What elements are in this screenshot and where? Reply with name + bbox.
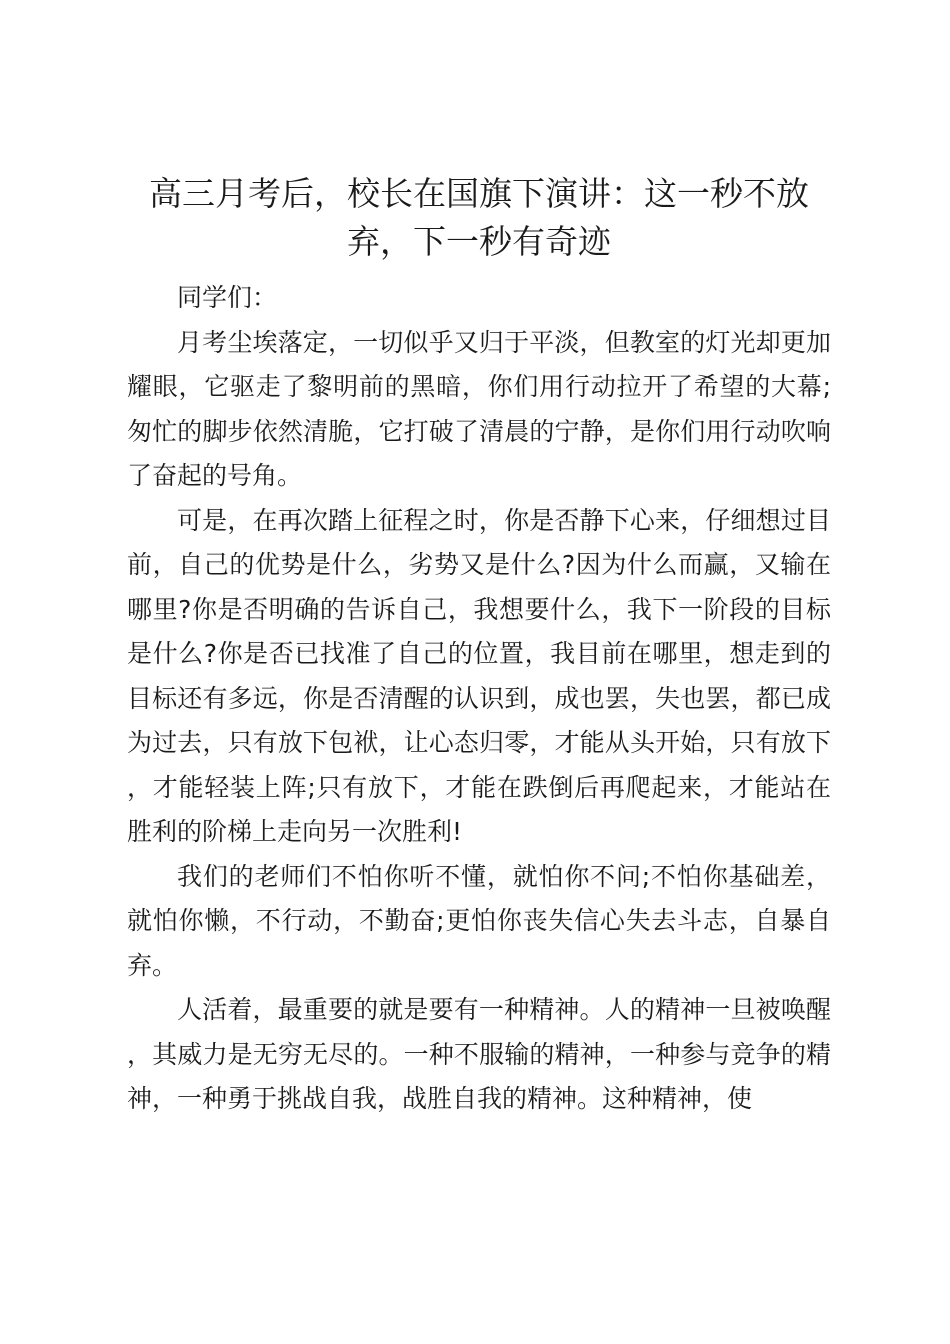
paragraph-1: 月考尘埃落定，一切似乎又归于平淡，但教室的灯光却更加耀眼，它驱走了黎明前的黑暗，你们用行动拉开了希望的大幕;匆忙的脚步依然清脆，它打破了清晨的宁静，是你们用行动吹响了奋起的号角。 bbox=[127, 327, 831, 490]
document-body bbox=[127, 170, 831, 1122]
paragraph-4: 人活着，最重要的就是要有一种精神。人的精神一旦被唤醒，其威力是无穷无尽的。一种不服输的精神，一种参与竞争的精神，一种勇于挑战自我，战胜自我的精神。这种精神，使 bbox=[127, 995, 831, 1113]
paragraph-2: 可是，在再次踏上征程之时，你是否静下心来，仔细想过目前，自己的优势是什么，劣势又是什么?因为什么而赢，又输在哪里?你是否明确的告诉自己，我想要什么，我下一阶段的目标是什么?你是否已找准了自己的位置，我目前在哪里，想走到的目标还有多远，你是否清醒的认识到，成也罢，失也罢，都已成为过去，只有放下包袱，让心态归零，才能从头开始，只有放下，才能轻装上阵;只有放下，才能在跌倒后再爬起来，才能站在胜利的阶梯上走向另一次胜利! bbox=[127, 505, 831, 846]
paragraph-greeting: 同学们： bbox=[177, 283, 278, 312]
document-title: 高三月考后，校长在国旗下演讲：这一秒不放弃，下一秒有奇迹 bbox=[149, 174, 809, 261]
paragraph-3: 我们的老师们不怕你听不懂，就怕你不问;不怕你基础差，就怕你懒，不行动，不勤奋;更怕你丧失信心失去斗志，自暴自弃。 bbox=[127, 861, 831, 980]
